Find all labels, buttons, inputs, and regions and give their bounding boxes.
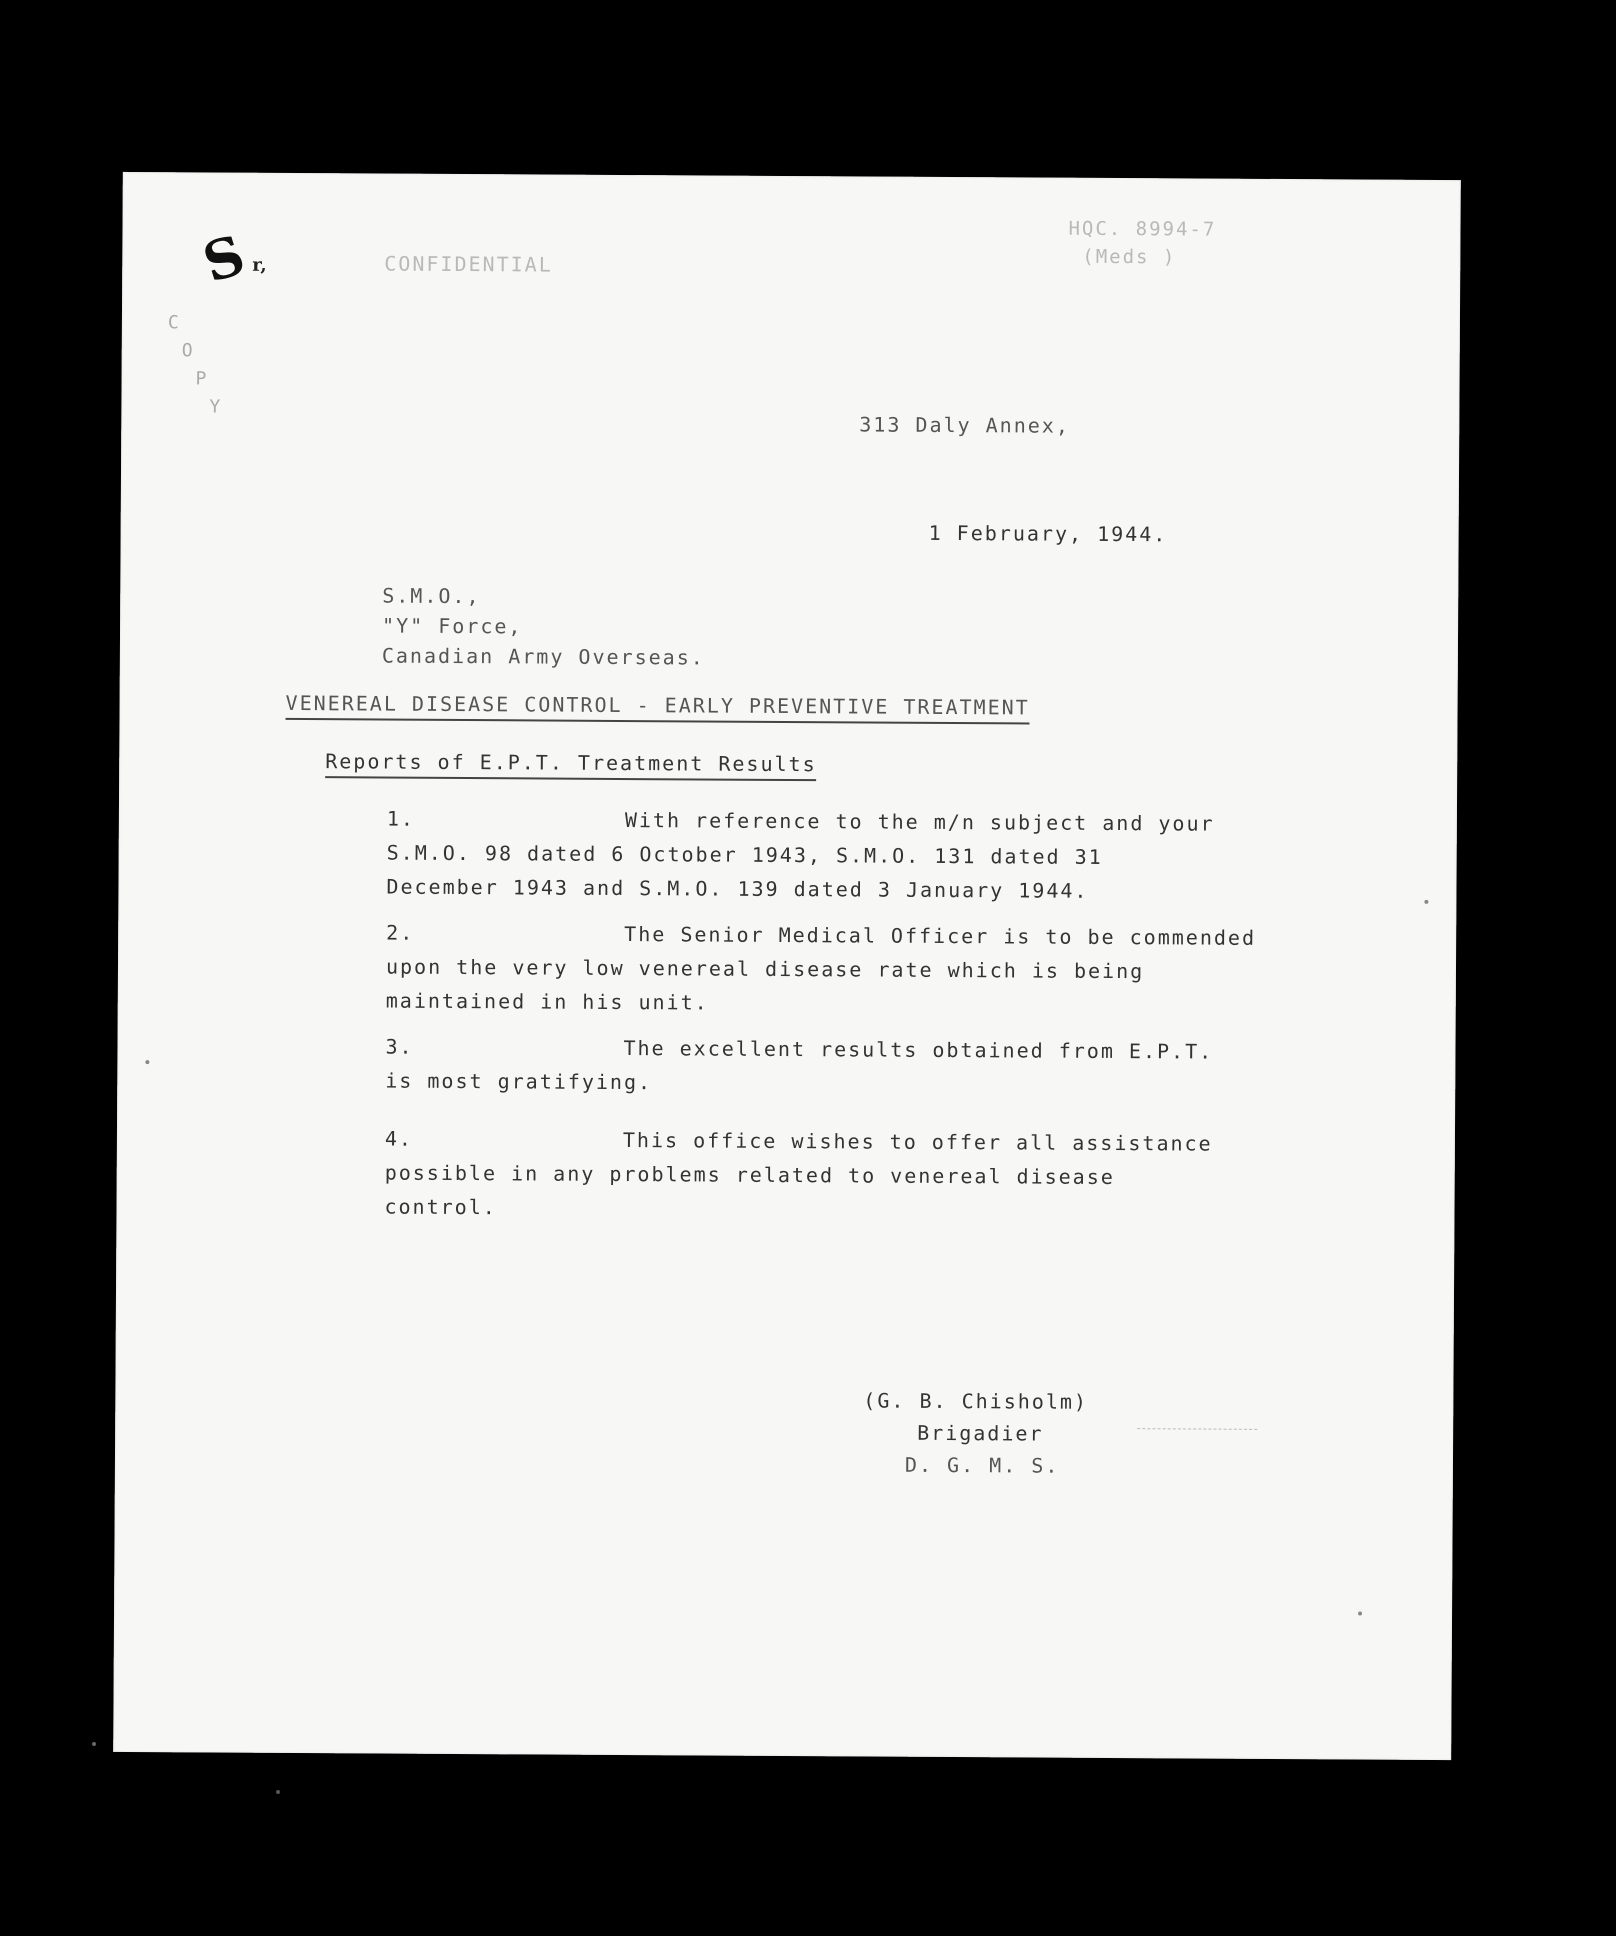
paragraph-text: December 1943 and S.M.O. 139 dated 3 January 1944. bbox=[386, 874, 1089, 903]
handwritten-mark-small: r, bbox=[252, 254, 267, 276]
recipient-line-2: "Y" Force, bbox=[381, 613, 523, 639]
file-reference-sub: (Meds ) bbox=[1082, 245, 1177, 269]
speck bbox=[276, 1790, 280, 1794]
sender-address: 313 Daly Annex, bbox=[859, 412, 1071, 438]
paragraph-3 bbox=[385, 1030, 1213, 1103]
letter-page bbox=[113, 172, 1461, 1760]
subject-heading: VENEREAL DISEASE CONTROL - EARLY PREVENTIVE TREATMENT bbox=[285, 691, 1029, 725]
paragraph-1 bbox=[386, 802, 1214, 909]
file-reference: HQC. 8994-7 bbox=[1068, 217, 1217, 241]
paragraph-number: 4. bbox=[384, 1126, 414, 1151]
paragraph-text: upon the very low venereal disease rate which is being bbox=[385, 954, 1145, 984]
copy-letter-o: O bbox=[181, 340, 193, 362]
paragraph-text: This office wishes to offer all assistance bbox=[622, 1128, 1213, 1156]
copy-letter-p: P bbox=[195, 368, 207, 390]
paragraph-number: 2. bbox=[386, 920, 415, 945]
copy-letter-c: C bbox=[167, 312, 179, 334]
paragraph-text: With reference to the m/n subject and your bbox=[624, 808, 1215, 836]
paragraph-number: 1. bbox=[386, 806, 416, 831]
copy-letter-y: Y bbox=[209, 396, 221, 418]
paragraph-text: control. bbox=[384, 1194, 497, 1220]
signatory-title: D. G. M. S. bbox=[904, 1452, 1060, 1478]
paragraph-2 bbox=[386, 916, 1256, 1023]
paragraph-text: S.M.O. 98 dated 6 October 1943, S.M.O. 131 dated 31 bbox=[386, 840, 1103, 869]
classification-stamp: CONFIDENTIAL bbox=[384, 251, 553, 277]
speck bbox=[1424, 900, 1428, 904]
speck bbox=[92, 1742, 96, 1746]
subject-subheading: Reports of E.P.T. Treatment Results bbox=[325, 749, 817, 781]
speck bbox=[145, 1060, 149, 1064]
handwritten-mark: S bbox=[195, 222, 253, 295]
paragraph-number: 3. bbox=[385, 1034, 414, 1059]
paragraph-text: The Senior Medical Officer is to be commended bbox=[624, 922, 1257, 950]
signatory-name: (G. B. Chisholm) bbox=[863, 1388, 1089, 1414]
signatory-rank: Brigadier bbox=[917, 1420, 1044, 1446]
letter-date: 1 February, 1944. bbox=[928, 520, 1168, 547]
recipient-line-3: Canadian Army Overseas. bbox=[381, 643, 705, 670]
paragraph-text: maintained in his unit. bbox=[385, 988, 709, 1015]
speck bbox=[1358, 1612, 1362, 1616]
paragraph-text: possible in any problems related to venereal disease bbox=[384, 1160, 1115, 1190]
paragraph-text: is most gratifying. bbox=[385, 1068, 653, 1095]
divider bbox=[1137, 1428, 1257, 1430]
paragraph-4 bbox=[384, 1122, 1212, 1229]
recipient-line-1: S.M.O., bbox=[382, 583, 481, 609]
paragraph-text: The excellent results obtained from E.P.T. bbox=[623, 1036, 1214, 1064]
